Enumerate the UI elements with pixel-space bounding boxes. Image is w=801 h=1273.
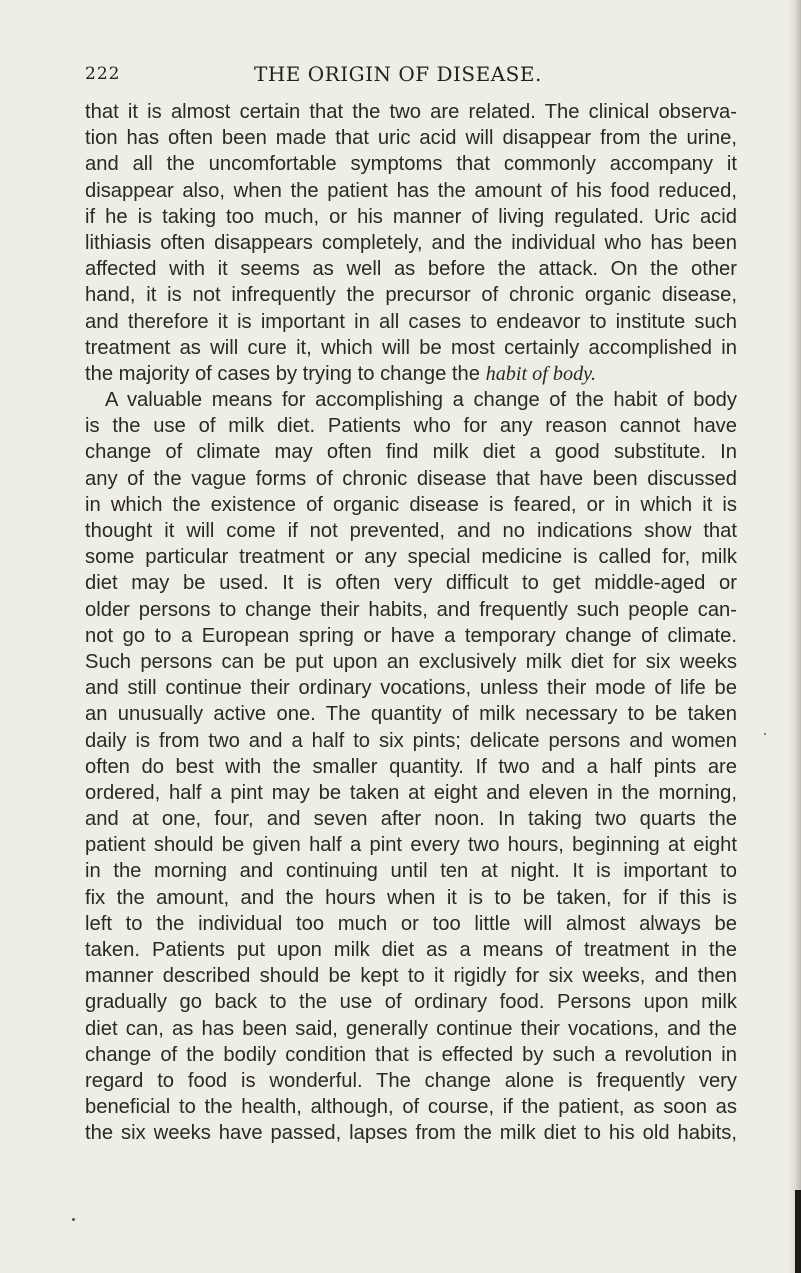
text-line: hand, it is not infrequently the precursor of chronic organic disease, [85,284,737,307]
text-line: treatment as will cure it, which will be most certainly accomplished in [85,336,737,359]
text-line: if he is taking too much, or his manner of living regulated. Uric acid [85,205,737,228]
text-line: not go to a European spring or have a temporary change of climate. [85,624,737,647]
text-line: the six weeks have passed, lapses from the milk diet to his old habits, [85,1122,737,1145]
paper-speck [72,1218,75,1221]
page-edge-shadow [787,0,801,1273]
text-line: diet may be used. It is often very difficult to get middle-aged or [85,572,737,595]
italic-phrase: habit of body. [485,362,597,385]
running-head: THE ORIGIN OF DISEASE. [254,62,542,86]
text-line: and therefore it is important in all cases to endeavor to institute such [85,310,737,333]
text-line: any of the vague forms of chronic disease that have been discussed [85,467,737,490]
text-line: affected with it seems as well as before the attack. On the other [85,258,737,281]
text-line: taken. Patients put upon milk diet as a means of treatment in the [85,939,737,961]
text-line: ordered, half a pint may be taken at eight and eleven in the morning, [85,781,737,804]
text-line: change of climate may often find milk diet a good substitute. In [85,441,737,464]
text-line: daily is from two and a half to six pints; delicate persons and women [85,729,737,752]
text-line: beneficial to the health, although, of course, if the patient, as soon as [85,1096,737,1119]
text-line: and all the uncomfortable symptoms that commonly accompany it [85,153,737,176]
text-line: patient should be given half a pint every two hours, beginning at eight [85,834,737,857]
binding-edge-mark [795,1190,801,1273]
text-line: left to the individual too much or too little will almost always be [85,912,737,935]
text-line: tion has often been made that uric acid will disappear from the urine, [85,127,737,150]
paper-speck [764,733,766,735]
page-header [0,62,801,86]
text-line: lithiasis often disappears completely, and the individual who has been [85,231,737,254]
text-line: older persons to change their habits, and frequently such people can- [85,598,737,621]
text-line: and still continue their ordinary vocations, unless their mode of life be [85,677,737,700]
text-line: gradually go back to the use of ordinary food. Persons upon milk [85,991,737,1014]
page-number: 222 [85,64,121,84]
text-line: and at one, four, and seven after noon. In taking two quarts the [85,808,737,831]
text-line: some particular treatment or any special medicine is called for, milk [85,546,737,569]
text-line: often do best with the smaller quantity. If two and a half pints are [85,755,737,778]
text-line: Such persons can be put upon an exclusively milk diet for six weeks [85,650,737,673]
text-line: regard to food is wonderful. The change alone is frequently very [85,1069,737,1092]
text-line: manner described should be kept to it rigidly for six weeks, and then [85,965,737,988]
text-line: that it is almost certain that the two are related. The clinical observa- [85,101,737,123]
text-line: diet can, as has been said, generally continue their vocations, and the [85,1017,737,1040]
text-line: thought it will come if not prevented, and no indications show that [85,520,737,542]
text-line: in the morning and continuing until ten at night. It is important to [85,860,737,883]
paragraph-first-line: A valuable means for accomplishing a change of the habit of body [105,389,737,412]
text-line: in which the existence of organic disease is feared, or in which it is [85,493,737,516]
text-line: an unusually active one. The quantity of milk necessary to be taken [85,703,737,726]
text-line: disappear also, when the patient has the amount of his food reduced, [85,179,737,202]
body-text [85,99,737,1147]
text-line-with-italic [85,361,737,387]
text-line: change of the bodily condition that is effected by such a revolution in [85,1043,737,1066]
text-line: fix the amount, and the hours when it is to be taken, for if this is [85,886,737,909]
text-segment: the majority of cases by trying to change the [85,362,486,385]
text-line: is the use of milk diet. Patients who for any reason cannot have [85,415,737,438]
